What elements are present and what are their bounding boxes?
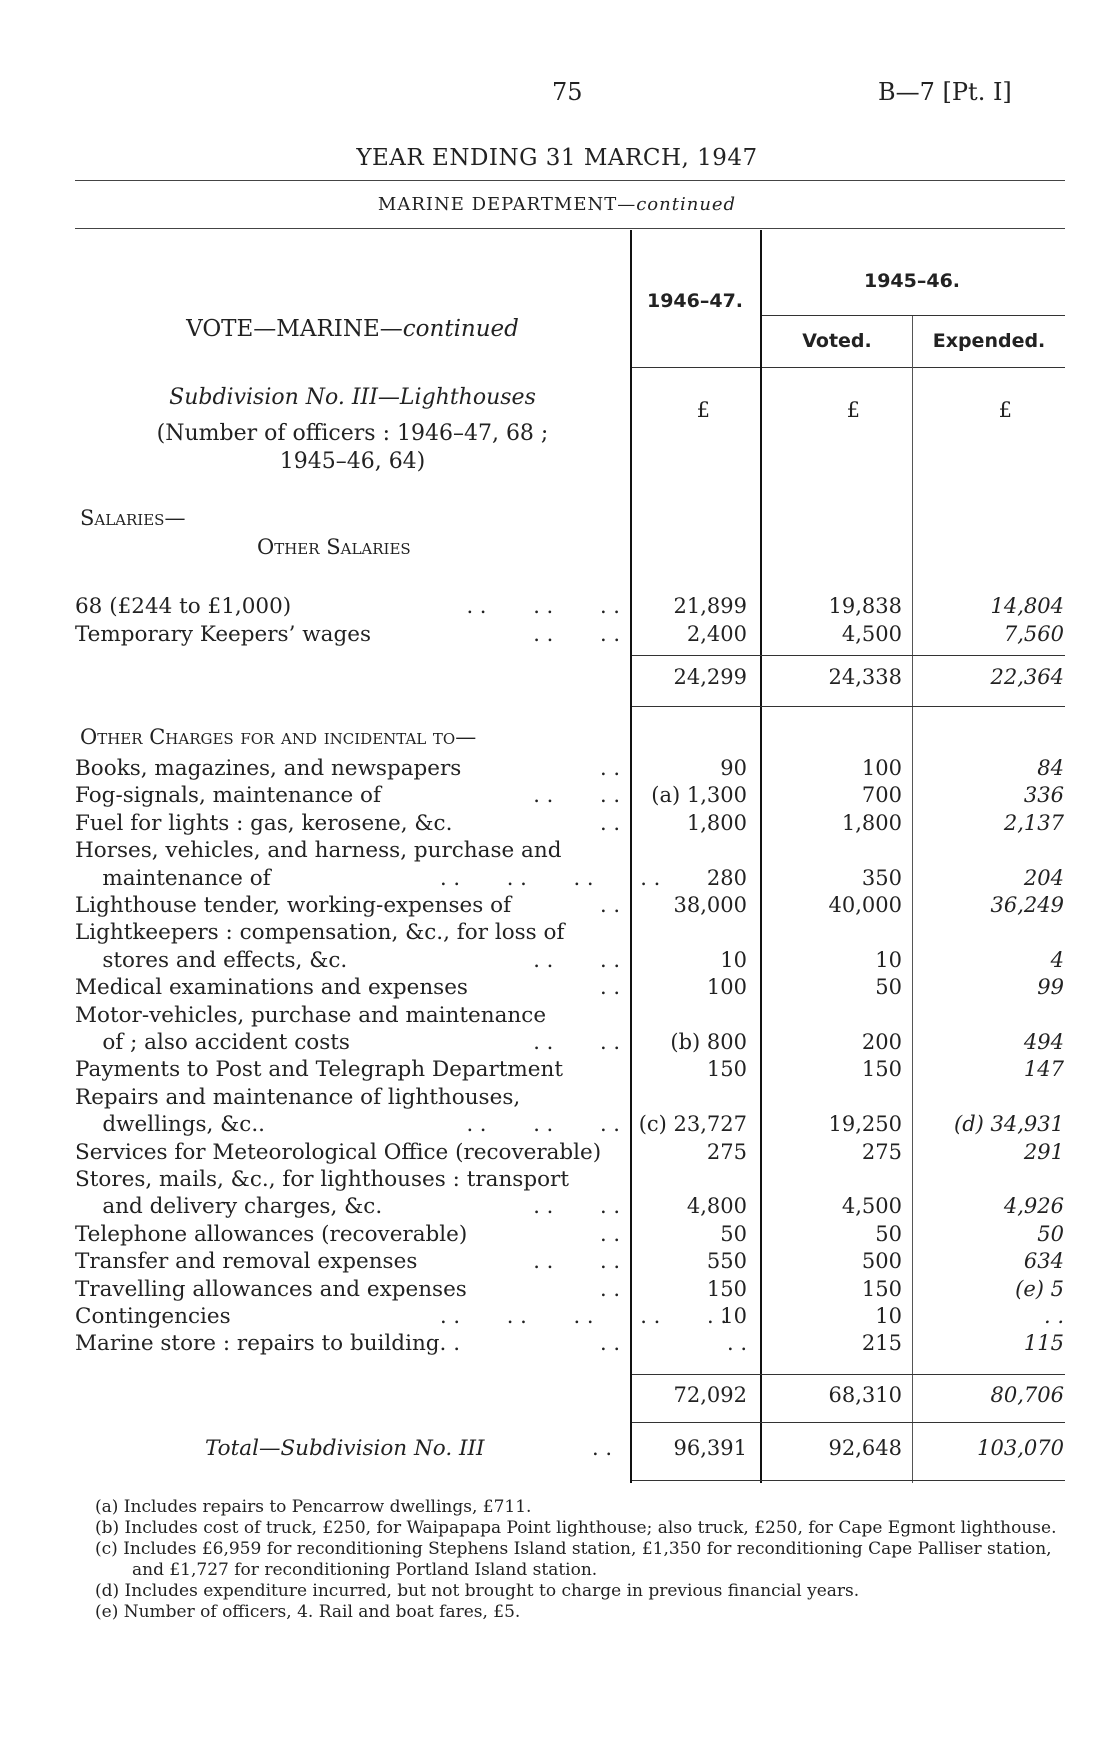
row-label: dwellings, &c..	[75, 1112, 266, 1138]
col-voted-header: Voted.	[802, 330, 872, 352]
footnote-d: (d) Includes expenditure incurred, but not brought to charge in previous financial years.	[95, 1581, 860, 1601]
footnote-c: (c) Includes £6,959 for reconditioning Stephens Island station, £1,350 for reconditioning Cape Palliser station, and £1,727 for reconditioning Portland Island station.	[95, 1539, 1052, 1580]
cell-expended: (e) 5	[1015, 1276, 1064, 1301]
row-label: Marine store : repairs to building. .	[75, 1331, 461, 1357]
cell-voted: 275	[861, 1139, 902, 1164]
cell-expended: 291	[1023, 1139, 1064, 1164]
row-leader-dots: . . . .	[533, 783, 620, 808]
cell-1946-47: (c) 23,727	[638, 1112, 747, 1137]
currency-col2: £	[846, 398, 860, 422]
row-leader-dots: . .	[599, 975, 620, 1000]
footnote-e: (e) Number of officers, 4. Rail and boat fares, £5.	[95, 1602, 521, 1622]
total-dots: . .	[592, 1436, 613, 1460]
charges-subtotal-line	[632, 1374, 1065, 1375]
cell-1946-47: 280	[706, 865, 747, 890]
row-label: 68 (£244 to £1,000)	[75, 594, 292, 619]
row-leader-dots: . .	[599, 893, 620, 917]
vote-name: VOTE—MARINE—	[186, 316, 403, 342]
row-label: Fuel for lights : gas, kerosene, &c.	[75, 810, 453, 836]
cell-1946-47: (b) 800	[670, 1030, 747, 1054]
row-leader-dots: . . . .	[533, 947, 620, 972]
cell-1946-47: 150	[706, 1276, 747, 1301]
cell-voted: 215	[861, 1331, 902, 1356]
cell-voted: 4,500	[841, 622, 902, 646]
row-leader-dots: . . . . . . . .	[440, 865, 661, 890]
cell-expended: 147	[1023, 1057, 1064, 1082]
total-bottom-line	[632, 1480, 1065, 1481]
cell-expended: 4,926	[1003, 1194, 1064, 1219]
cell-expended: 204	[1023, 865, 1064, 890]
row-label: stores and effects, &c.	[75, 947, 348, 973]
document-reference: B—7 [Pt. I]	[878, 78, 1012, 106]
charges-subtotal-1946: 72,092	[673, 1383, 747, 1407]
total-expended: 103,070	[977, 1436, 1064, 1460]
subdivision-title: Subdivision No. III—Lighthouses	[169, 385, 536, 410]
officers-line-2: 1945–46, 64)	[279, 449, 426, 474]
salary-subtotal-1946: 24,299	[673, 665, 747, 689]
cell-expended: 36,249	[990, 893, 1064, 917]
row-leader-dots: . .	[599, 810, 620, 835]
cell-voted: 350	[861, 865, 902, 890]
salaries-heading: Salaries—	[80, 506, 186, 530]
row-label: Travelling allowances and expenses	[75, 1276, 467, 1302]
department-continued: continued	[636, 194, 737, 215]
row-leader-dots: . . . .	[533, 1194, 620, 1219]
row-label: Lightkeepers : compensation, &c., for loss of	[75, 920, 565, 946]
row-leader-dots: . . . . . .	[466, 1112, 620, 1137]
cell-1946-47: 10	[720, 947, 747, 972]
col-header-bottom-line	[630, 367, 1065, 368]
cell-expended: 494	[1023, 1030, 1064, 1054]
cell-voted: 19,250	[828, 1112, 902, 1137]
total-voted: 92,648	[828, 1436, 902, 1460]
col-1945-46-header: 1945–46.	[863, 270, 961, 292]
total-label: Total—Subdivision No. III	[205, 1436, 485, 1461]
row-leader-dots: . . . . . .	[466, 594, 620, 618]
salary-subtotal-voted: 24,338	[828, 665, 902, 689]
cell-1946-47: 50	[720, 1221, 747, 1246]
cell-voted: 1,800	[841, 810, 902, 835]
cell-voted: 50	[875, 1221, 902, 1246]
row-label: maintenance of	[75, 865, 271, 891]
cell-1946-47: 10	[720, 1304, 747, 1328]
currency-col1: £	[696, 398, 710, 422]
cell-1946-47: 150	[706, 1057, 747, 1082]
cell-expended: (d) 34,931	[954, 1112, 1064, 1137]
cell-1946-47: 275	[706, 1139, 747, 1164]
cell-voted: 150	[861, 1276, 902, 1301]
row-label: Telephone allowances (recoverable)	[75, 1221, 468, 1247]
vote-continued: continued	[402, 316, 519, 342]
row-label: Payments to Post and Telegraph Department	[75, 1057, 564, 1083]
divider-top	[75, 180, 1065, 181]
cell-expended: 634	[1023, 1249, 1064, 1274]
cell-1946-47: (a) 1,300	[651, 783, 747, 808]
col-expended-header: Expended.	[932, 330, 1046, 352]
year-title: YEAR ENDING 31 MARCH, 1947	[356, 145, 758, 171]
salaries-subheading: Other Salaries	[257, 535, 411, 559]
row-label: Lighthouse tender, working-expenses of	[75, 893, 512, 918]
col-1946-47-header: 1946–47.	[646, 290, 744, 312]
salary-subtotal-expended: 22,364	[990, 665, 1064, 689]
cell-expended: 2,137	[1003, 810, 1064, 835]
row-label: Stores, mails, &c., for lighthouses : transport	[75, 1167, 569, 1192]
cell-expended: 336	[1023, 783, 1064, 808]
row-label: and delivery charges, &c.	[75, 1194, 383, 1220]
cell-voted: 100	[861, 756, 902, 780]
cell-voted: 19,838	[828, 594, 902, 618]
cell-voted: 50	[875, 975, 902, 1000]
row-leader-dots: . . . . . . . . . .	[440, 1304, 728, 1328]
cell-voted: 10	[875, 947, 902, 972]
cell-expended: 84	[1037, 756, 1064, 780]
other-charges-heading: Other Charges for and incidental to—	[80, 725, 477, 749]
salary-subtotal-line	[632, 655, 1065, 656]
footnote-a: (a) Includes repairs to Pencarrow dwellings, £711.	[95, 1497, 532, 1517]
cell-1946-47: 4,800	[686, 1194, 747, 1219]
cell-1946-47: . .	[726, 1331, 747, 1356]
cell-1946-47: 1,800	[686, 810, 747, 835]
department-name: MARINE DEPARTMENT—	[377, 194, 637, 215]
cell-expended: 14,804	[990, 594, 1064, 618]
cell-voted: 150	[861, 1057, 902, 1082]
cell-voted: 4,500	[841, 1194, 902, 1219]
cell-expended: 99	[1037, 975, 1064, 1000]
footnote-b: (b) Includes cost of truck, £250, for Waipapapa Point lighthouse; also truck, £250, for Cape Egmont lighthouse.	[95, 1518, 1057, 1538]
row-label: Fog-signals, maintenance of	[75, 783, 381, 809]
row-label: of ; also accident costs	[75, 1030, 350, 1055]
cell-1946-47: 38,000	[673, 893, 747, 917]
salary-subtotal-bottom-line	[632, 706, 1065, 707]
row-label: Books, magazines, and newspapers	[75, 756, 462, 781]
row-label: Horses, vehicles, and harness, purchase and	[75, 838, 562, 864]
col-group-divider	[762, 315, 1065, 316]
vote-title	[75, 316, 630, 342]
cell-voted: 10	[875, 1304, 902, 1328]
row-leader-dots: . . . .	[533, 1249, 620, 1274]
cell-expended: . .	[1043, 1304, 1064, 1328]
cell-voted: 500	[861, 1249, 902, 1274]
row-label: Temporary Keepers’ wages	[75, 622, 371, 647]
divider-second	[75, 228, 1065, 229]
officers-line-1: (Number of officers : 1946–47, 68 ;	[156, 421, 549, 446]
cell-voted: 700	[861, 783, 902, 808]
footnotes	[95, 1497, 1080, 1623]
row-leader-dots: . . . .	[533, 1030, 620, 1054]
charges-subtotal-expended: 80,706	[990, 1383, 1064, 1407]
cell-1946-47: 100	[706, 975, 747, 1000]
row-leader-dots: . .	[599, 1331, 620, 1356]
cell-1946-47: 550	[706, 1249, 747, 1274]
cell-expended: 7,560	[1003, 622, 1064, 646]
department-title	[0, 194, 1114, 215]
cell-1946-47: 90	[720, 756, 747, 780]
row-label: Contingencies	[75, 1304, 231, 1329]
row-leader-dots: . .	[599, 756, 620, 780]
cell-1946-47: 2,400	[686, 622, 747, 646]
total-1946: 96,391	[673, 1436, 747, 1460]
page-number: 75	[552, 78, 583, 106]
row-label: Medical examinations and expenses	[75, 975, 468, 1001]
cell-expended: 50	[1037, 1221, 1064, 1246]
cell-voted: 200	[861, 1030, 902, 1054]
row-label: Services for Meteorological Office (recoverable)	[75, 1139, 602, 1165]
row-label: Transfer and removal expenses	[75, 1249, 418, 1275]
row-leader-dots: . . . .	[533, 622, 620, 646]
cell-expended: 115	[1023, 1331, 1064, 1356]
row-leader-dots: . .	[599, 1221, 620, 1246]
charges-subtotal-voted: 68,310	[828, 1383, 902, 1407]
row-label: Motor-vehicles, purchase and maintenance	[75, 1002, 547, 1028]
charges-subtotal-bottom-line	[632, 1422, 1065, 1423]
row-leader-dots: . .	[599, 1276, 620, 1301]
cell-1946-47: 21,899	[673, 594, 747, 618]
officers-note	[75, 420, 630, 476]
currency-col3: £	[998, 398, 1012, 422]
cell-expended: 4	[1050, 947, 1064, 972]
cell-voted: 40,000	[828, 893, 902, 917]
row-label: Repairs and maintenance of lighthouses,	[75, 1084, 521, 1110]
column-rule-3	[912, 316, 913, 1483]
